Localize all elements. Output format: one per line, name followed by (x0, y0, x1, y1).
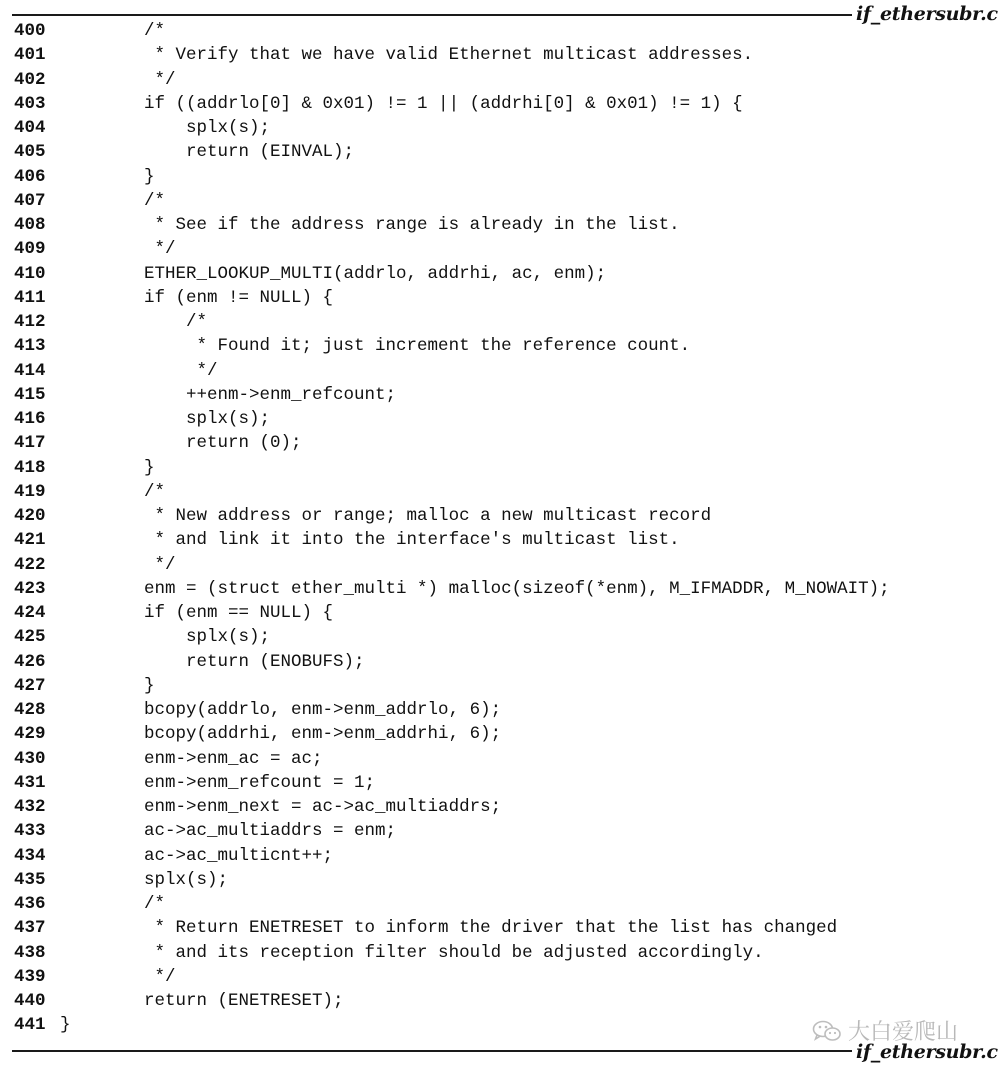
line-number: 427 (14, 675, 46, 696)
line-number: 425 (14, 627, 46, 648)
line-number: 405 (14, 142, 46, 163)
line-number: 424 (14, 603, 46, 623)
code-line (14, 844, 989, 868)
line-code: * New address or range; malloc a new multicast record (60, 506, 712, 526)
line-number: 426 (14, 651, 46, 672)
code-line (14, 19, 989, 43)
code-line (14, 116, 989, 140)
line-code: * Found it; just increment the reference count. (60, 336, 691, 357)
line-code: */ (60, 966, 176, 987)
line-number: 414 (14, 360, 46, 381)
line-number: 418 (14, 457, 46, 478)
line-number: 416 (14, 409, 46, 429)
line-number: 436 (14, 894, 46, 914)
code-line (14, 625, 989, 649)
line-code: * See if the address range is already in the list. (60, 215, 680, 235)
line-code: /* (60, 21, 166, 41)
code-line (14, 698, 989, 722)
code-line (14, 504, 989, 528)
code-line (14, 189, 989, 213)
line-code: enm->enm_refcount = 1; (60, 772, 376, 793)
line-code: enm->enm_next = ac->ac_multiaddrs; (60, 797, 502, 817)
line-number: 417 (14, 433, 46, 454)
line-number: 420 (14, 506, 46, 526)
line-number: 431 (14, 772, 46, 793)
line-code: if (enm == NULL) { (60, 603, 334, 623)
code-line (14, 456, 989, 480)
code-line (14, 989, 989, 1013)
line-number: 438 (14, 942, 46, 963)
code-line (14, 892, 989, 916)
line-number: 412 (14, 312, 46, 332)
code-line (14, 310, 989, 334)
line-number: 411 (14, 287, 46, 308)
line-code: return (ENETRESET); (60, 991, 344, 1011)
code-line (14, 916, 989, 940)
code-line (14, 650, 989, 674)
line-code: /* (60, 190, 166, 211)
line-number: 428 (14, 700, 46, 720)
code-line (14, 140, 989, 164)
file-name-bottom: if_ethersubr.c (856, 1041, 998, 1063)
line-code: /* (60, 312, 208, 332)
line-code: * Return ENETRESET to inform the driver that the list has changed (60, 918, 838, 939)
code-line (14, 528, 989, 552)
line-number: 419 (14, 481, 46, 502)
line-code: enm = (struct ether_multi *) malloc(sizeof(*enm), M_IFMADDR, M_NOWAIT); (60, 578, 890, 599)
line-number: 439 (14, 966, 46, 987)
code-line (14, 795, 989, 819)
line-code: } (60, 1015, 71, 1036)
code-line (14, 965, 989, 989)
code-line (14, 819, 989, 843)
code-line (14, 480, 989, 504)
line-number: 435 (14, 869, 46, 890)
code-line (14, 237, 989, 261)
line-number: 441 (14, 1015, 46, 1036)
file-name-top: if_ethersubr.c (856, 3, 998, 25)
line-code: splx(s); (60, 409, 271, 429)
code-line (14, 674, 989, 698)
code-line (14, 722, 989, 746)
code-line (14, 577, 989, 601)
line-number: 401 (14, 45, 46, 66)
code-line (14, 213, 989, 237)
line-number: 410 (14, 263, 46, 284)
code-line (14, 286, 989, 310)
watermark-text: 大白爱爬山 (848, 1020, 959, 1045)
line-code: splx(s); (60, 118, 271, 138)
code-line (14, 553, 989, 577)
bottom-rule (12, 1050, 852, 1052)
line-code: ac->ac_multiaddrs = enm; (60, 821, 397, 842)
line-code: ac->ac_multicnt++; (60, 845, 334, 866)
code-line (14, 359, 989, 383)
line-code: splx(s); (60, 627, 271, 648)
code-line (14, 92, 989, 116)
line-code: if (enm != NULL) { (60, 287, 334, 308)
top-rule (12, 14, 852, 16)
watermark (812, 1015, 958, 1046)
line-number: 409 (14, 239, 46, 260)
line-number: 413 (14, 336, 46, 357)
code-line (14, 262, 989, 286)
line-code: } (60, 675, 155, 696)
line-number: 434 (14, 845, 46, 866)
line-code: /* (60, 894, 166, 914)
code-line (14, 165, 989, 189)
line-number: 415 (14, 384, 46, 405)
line-number: 440 (14, 991, 46, 1011)
line-code: * Verify that we have valid Ethernet multicast addresses. (60, 45, 754, 66)
code-line (14, 601, 989, 625)
code-line (14, 868, 989, 892)
line-number: 403 (14, 93, 46, 114)
line-number: 406 (14, 166, 46, 187)
code-line (14, 68, 989, 92)
line-code: return (EINVAL); (60, 142, 355, 163)
line-code: */ (60, 554, 176, 575)
line-number: 400 (14, 21, 46, 41)
line-code: * and its reception filter should be adjusted accordingly. (60, 942, 764, 963)
line-code: bcopy(addrhi, enm->enm_addrhi, 6); (60, 724, 502, 745)
code-line (14, 383, 989, 407)
code-line (14, 431, 989, 455)
line-number: 407 (14, 190, 46, 211)
line-code: */ (60, 239, 176, 260)
line-number: 437 (14, 918, 46, 939)
line-number: 429 (14, 724, 46, 745)
line-code: */ (60, 360, 218, 381)
line-code: return (0); (60, 433, 302, 454)
line-code: ++enm->enm_refcount; (60, 384, 397, 405)
line-code: splx(s); (60, 869, 229, 890)
line-code: } (60, 166, 155, 187)
code-line (14, 747, 989, 771)
code-line (14, 43, 989, 67)
line-number: 421 (14, 530, 46, 551)
line-code: /* (60, 481, 166, 502)
line-number: 423 (14, 578, 46, 599)
code-listing (14, 19, 989, 1038)
line-number: 404 (14, 118, 46, 138)
code-line (14, 771, 989, 795)
line-number: 433 (14, 821, 46, 842)
line-number: 402 (14, 69, 46, 90)
line-number: 408 (14, 215, 46, 235)
line-code: ETHER_LOOKUP_MULTI(addrlo, addrhi, ac, enm); (60, 263, 607, 284)
code-line (14, 334, 989, 358)
line-code: if ((addrlo[0] & 0x01) != 1 || (addrhi[0] & 0x01) != 1) { (60, 93, 743, 114)
line-number: 422 (14, 554, 46, 575)
line-code: */ (60, 69, 176, 90)
line-code: bcopy(addrlo, enm->enm_addrlo, 6); (60, 700, 502, 720)
line-code: enm->enm_ac = ac; (60, 748, 323, 769)
line-number: 432 (14, 797, 46, 817)
code-line (14, 941, 989, 965)
line-code: } (60, 457, 155, 478)
line-code: * and link it into the interface's multicast list. (60, 530, 680, 551)
code-line (14, 407, 989, 431)
line-number: 430 (14, 748, 46, 769)
wechat-icon (812, 1019, 842, 1043)
line-code: return (ENOBUFS); (60, 651, 365, 672)
